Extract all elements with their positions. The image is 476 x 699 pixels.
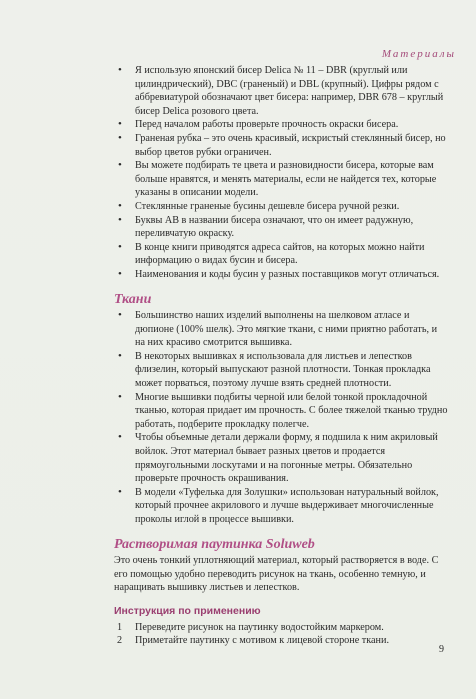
section-title-fabrics: Ткани — [114, 291, 152, 307]
list-item: • Стеклянные граненые бусины дешевле бисера ручной резки. — [118, 199, 400, 212]
list-item: • Наименования и коды бусин у разных поставщиков могут отличаться. — [118, 267, 440, 280]
list-item: • В конце книги приводятся адреса сайтов, на которых можно найти информацию о видах бусин и бисера. — [118, 240, 425, 267]
instructions-list — [114, 621, 448, 648]
bullet-icon: • — [118, 64, 122, 76]
bullet-icon: • — [118, 199, 122, 212]
list-item: • Многие вышивки подбиты черной или белой тонкой прокладочной тканью, которая придает им прочность. С более тяжелой тканью трудно работать, подберите прокладку полегче. — [118, 390, 448, 430]
list-item: • Перед началом работы проверьте прочность окраски бисера. — [118, 118, 399, 131]
fabrics-list — [114, 309, 448, 527]
bullet-icon: • — [118, 118, 122, 131]
list-item: 2 Приметайте паутинку с мотивом к лицевой стороне ткани. — [117, 635, 390, 647]
instructions-heading: Инструкция по применению — [114, 604, 261, 617]
list-item: • Вы можете подбирать те цвета и разновидности бисера, которые вам больше нравятся, и менять материалы, если не найдется тех, которые указаны в описании модели. — [118, 159, 437, 199]
page-content — [114, 64, 448, 648]
bullet-icon: • — [118, 349, 122, 362]
list-item: • Большинство наших изделий выполнены на шелковом атласе и дюпионе (100% шелк). Это мягкие ткани, с ними приятно работать, и на них красиво смотрится вышивка. — [118, 309, 438, 349]
list-item: • Я использую японский бисер Delica № 11 – DBR (круглый или цилиндрический), DBC (граненый) и DBL (крупный). Цифры рядом с аббревиатурой обозначают цвет бисера: например, DBR 678 – круглый бисер Delica розового цвета. — [118, 64, 444, 117]
list-item: • Чтобы объемные детали держали форму, я подшила к ним акриловый войлок. Этот материал бывает разных цветов и продается прямоугольными лоскутами и на погонные метры. Обязательно проверьте прочность окрашивания. — [118, 431, 438, 485]
step-number: 1 — [117, 621, 123, 633]
materials-list — [114, 64, 448, 282]
step-number: 2 — [117, 635, 123, 647]
list-item: • Буквы AB в названии бисера означают, что он имеет радужную, переливчатую окраску. — [118, 213, 414, 240]
bullet-icon: • — [118, 213, 122, 226]
bullet-icon: • — [118, 431, 122, 444]
bullet-icon: • — [118, 131, 122, 144]
page-number: 9 — [439, 644, 444, 655]
list-item: 1 Переведите рисунок на паутинку водостойким маркером. — [117, 621, 384, 633]
bullet-icon: • — [118, 485, 122, 498]
soluweb-paragraph: Это очень тонкий уплотняющий материал, который растворяется в воде. С его помощью удобно переводить рисунок на ткань, особенно темную, и наращивать вышивку листьев и лепестков. — [114, 555, 439, 594]
list-item: • В модели «Туфелька для Золушки» использован натуральный войлок, который прочнее акрилового и лучше выдерживает многочисленные проколы иглой в процессе вышивки. — [118, 485, 439, 525]
section-title-soluweb: Растворимая паутинка Soluweb — [114, 536, 315, 552]
bullet-icon: • — [118, 309, 122, 322]
bullet-icon: • — [118, 390, 122, 403]
bullet-icon: • — [118, 267, 122, 280]
list-item: • Граненая рубка – это очень красивый, искристый стеклянный бисер, но выбор цветов рубки ограничен. — [118, 131, 446, 158]
running-head: Материалы — [381, 48, 456, 60]
list-item: • В некоторых вышивках я использовала для листьев и лепестков флизелин, который выпускают разной плотности. Тонкая прокладка может порваться, поэтому лучше взять средней плотности. — [118, 349, 431, 390]
bullet-icon: • — [118, 240, 122, 253]
bullet-icon: • — [118, 159, 122, 172]
